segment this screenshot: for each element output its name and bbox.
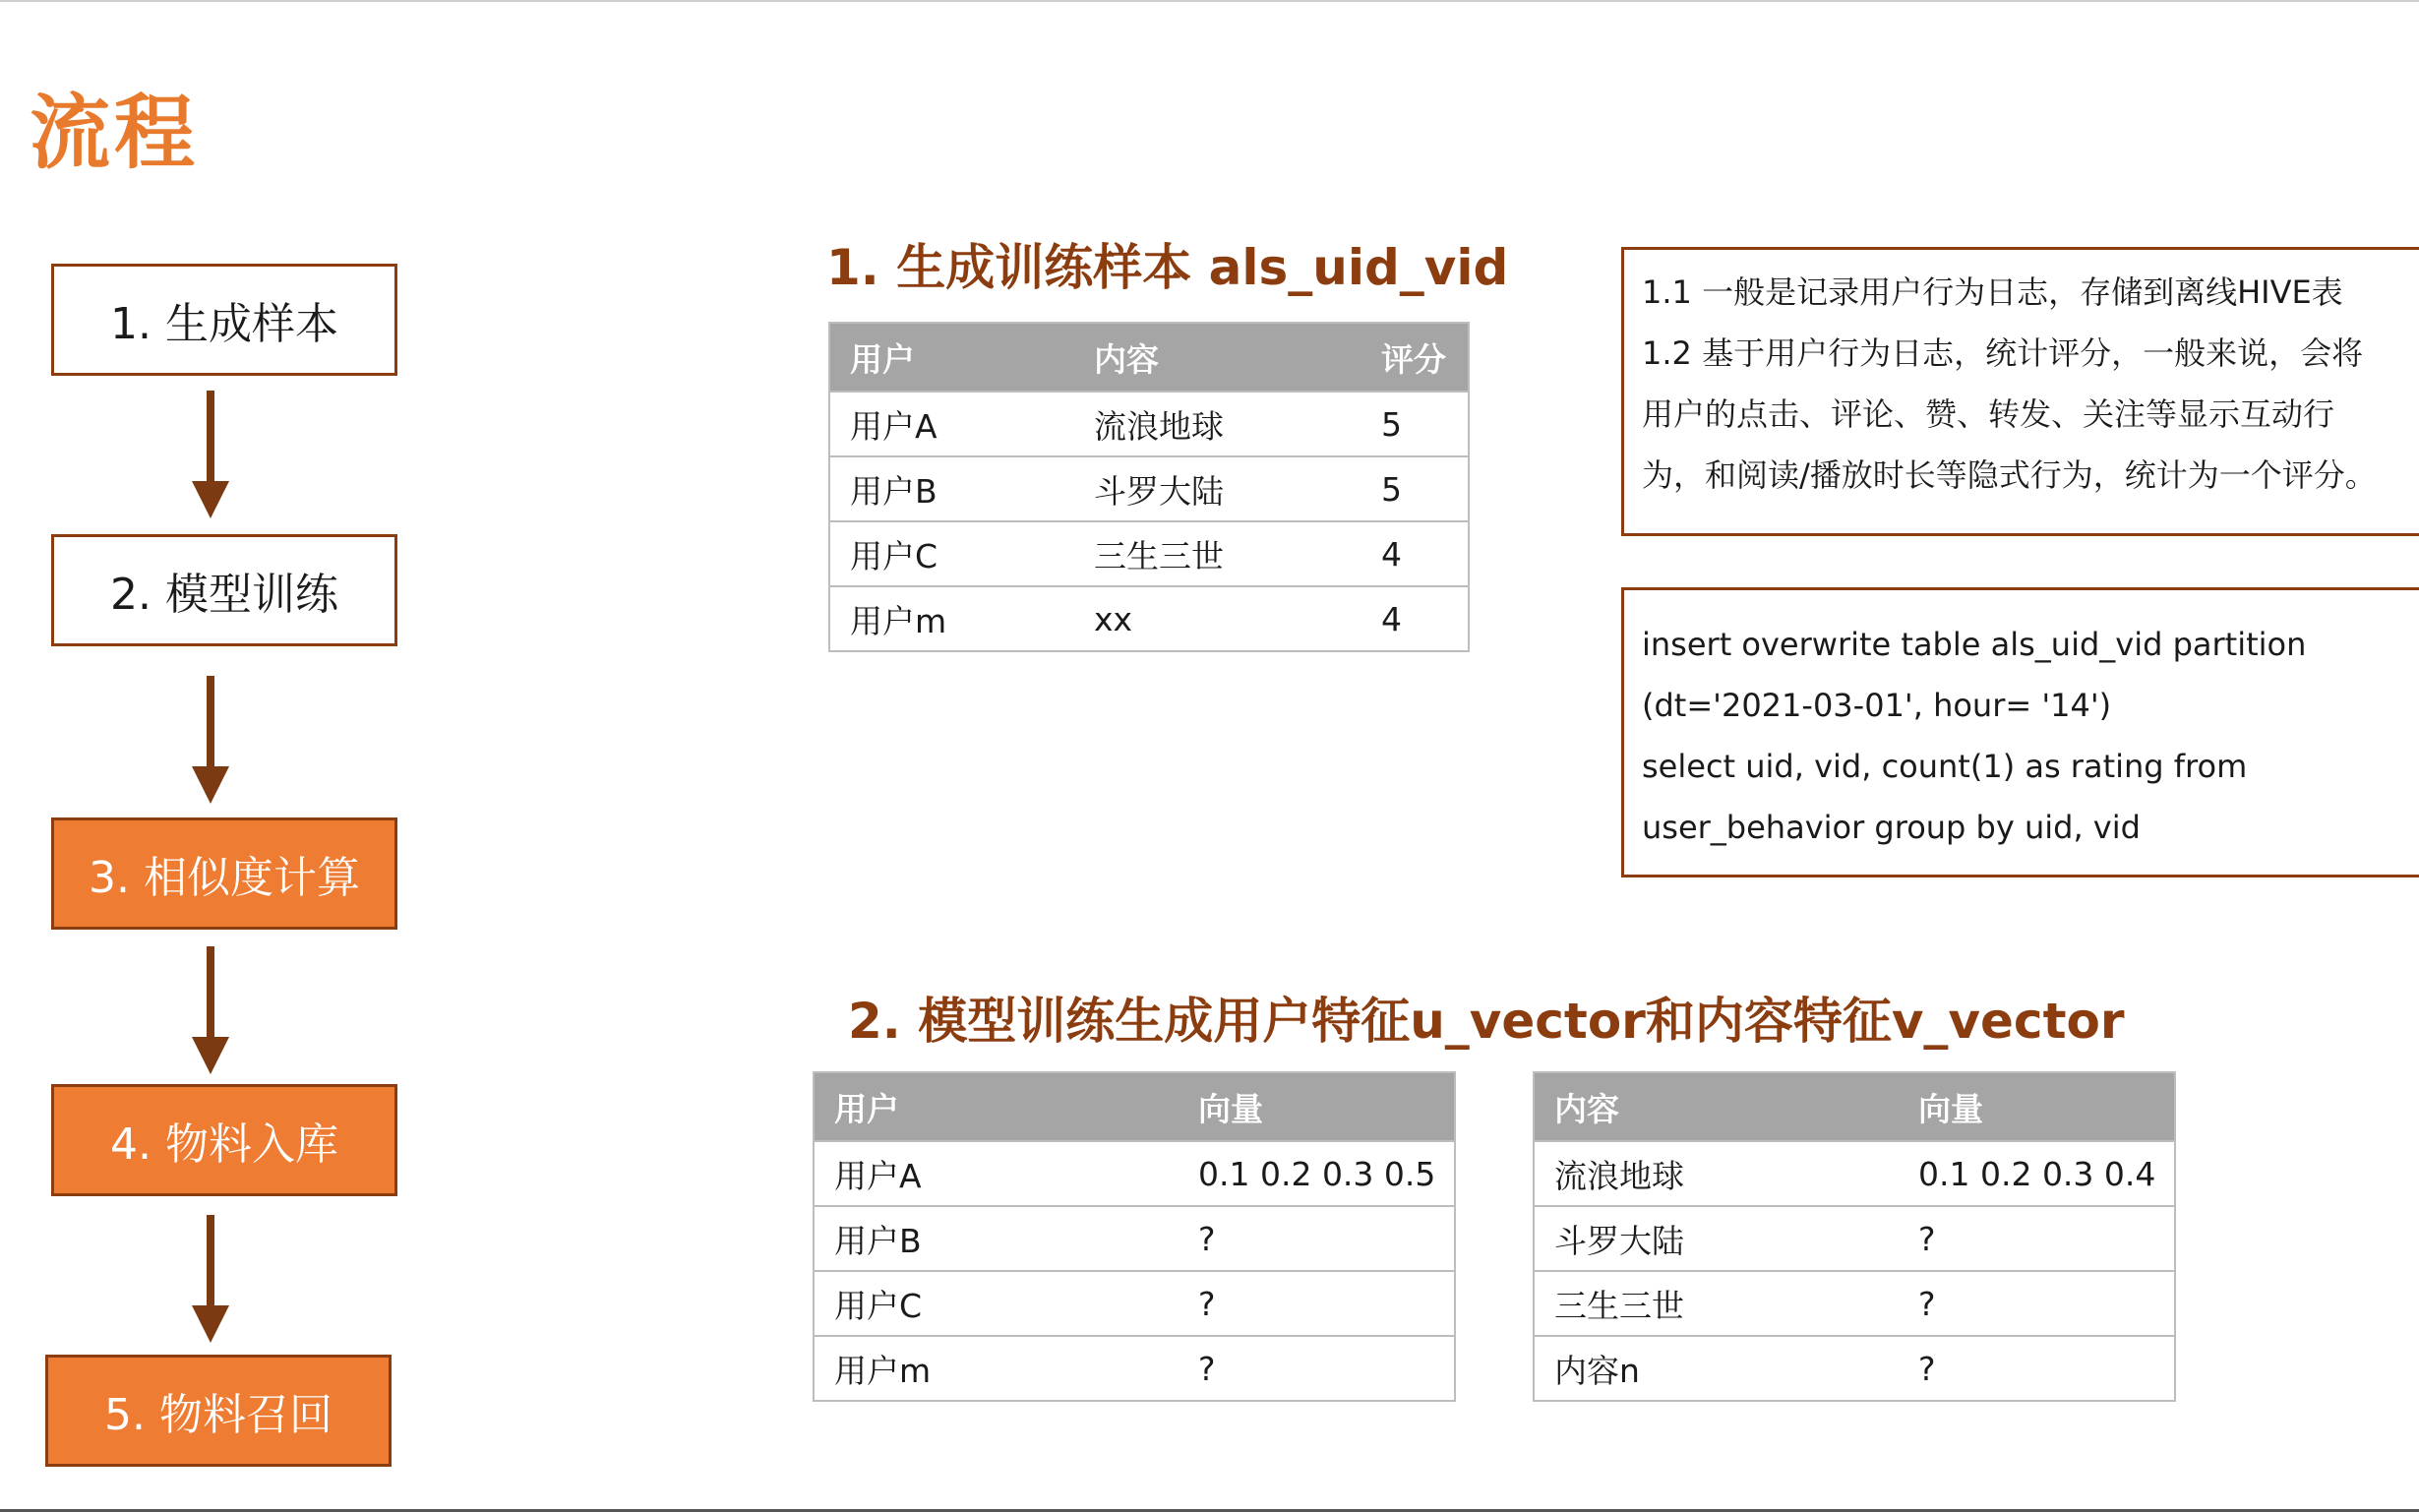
table-cell: 流浪地球 xyxy=(1534,1141,1899,1206)
table-cell: ? xyxy=(1899,1336,2175,1401)
flow-step-model-training: 2. 模型训练 xyxy=(51,534,397,646)
table-cell: 0.1 0.2 0.3 0.4 xyxy=(1899,1141,2175,1206)
note-line: 1.1 一般是记录用户行为日志，存储到离线HIVE表 xyxy=(1642,273,2343,311)
column-header: 向量 xyxy=(1899,1072,2175,1141)
page-title: 流程 xyxy=(30,87,200,180)
column-header: 内容 xyxy=(1534,1072,1899,1141)
training-sample-table xyxy=(828,322,1470,652)
sql-code-box xyxy=(1621,587,2419,877)
table-cell: 5 xyxy=(1361,456,1469,521)
table-cell: 0.1 0.2 0.3 0.5 xyxy=(1179,1141,1455,1206)
table-row xyxy=(814,1336,1455,1401)
flow-arrow-2 xyxy=(197,676,224,804)
sql-line: user_behavior group by uid, vid xyxy=(1642,809,2141,846)
section2-title: 2. 模型训练生成用户特征u_vector和内容特征v_vector xyxy=(848,993,2125,1050)
table-header-row xyxy=(814,1072,1455,1141)
table-cell: 三生三世 xyxy=(1534,1271,1899,1336)
table-cell: 用户m xyxy=(814,1336,1179,1401)
flow-step-generate-samples: 1. 生成样本 xyxy=(51,264,397,376)
table-row xyxy=(1534,1206,2175,1271)
note-line: 1.2 基于用户行为日志，统计评分，一般来说，会将 xyxy=(1642,334,2364,372)
table-cell: 内容n xyxy=(1534,1336,1899,1401)
table-cell: 用户B xyxy=(829,456,1074,521)
flow-arrow-1 xyxy=(197,391,224,518)
table-cell: ? xyxy=(1899,1271,2175,1336)
note-line: 用户的点击、评论、赞、转发、关注等显示互动行 xyxy=(1642,395,2335,433)
flow-arrow-4 xyxy=(197,1215,224,1343)
top-divider xyxy=(0,0,2419,2)
table-cell: 4 xyxy=(1361,586,1469,651)
column-header: 内容 xyxy=(1074,323,1361,392)
table-row xyxy=(814,1206,1455,1271)
table-row xyxy=(829,586,1469,651)
column-header: 用户 xyxy=(829,323,1074,392)
table-cell: 4 xyxy=(1361,521,1469,586)
table-cell: 用户A xyxy=(814,1141,1179,1206)
table-row xyxy=(829,392,1469,456)
table-cell: ? xyxy=(1899,1206,2175,1271)
flow-arrow-3 xyxy=(197,946,224,1074)
table-cell: ? xyxy=(1179,1206,1455,1271)
flow-step-material-storage: 4. 物料入库 xyxy=(51,1084,397,1196)
table-cell: 用户A xyxy=(829,392,1074,456)
table-row xyxy=(1534,1141,2175,1206)
table-row xyxy=(829,521,1469,586)
table-cell: 斗罗大陆 xyxy=(1074,456,1361,521)
table-row xyxy=(1534,1336,2175,1401)
sql-line: insert overwrite table als_uid_vid partition xyxy=(1642,626,2307,663)
table-cell: 斗罗大陆 xyxy=(1534,1206,1899,1271)
item-vector-table xyxy=(1533,1071,2176,1402)
table-row xyxy=(1534,1271,2175,1336)
user-vector-table xyxy=(813,1071,1456,1402)
table-row xyxy=(814,1141,1455,1206)
table-cell: ? xyxy=(1179,1336,1455,1401)
table-header-row xyxy=(829,323,1469,392)
sql-line: (dt='2021-03-01', hour= '14') xyxy=(1642,687,2112,724)
table-cell: 5 xyxy=(1361,392,1469,456)
table-cell: 用户C xyxy=(814,1271,1179,1336)
column-header: 评分 xyxy=(1361,323,1469,392)
note-line: 为，和阅读/播放时长等隐式行为，统计为一个评分。 xyxy=(1642,456,2377,494)
explanation-note-box xyxy=(1621,247,2419,536)
table-cell: 流浪地球 xyxy=(1074,392,1361,456)
flow-step-similarity: 3. 相似度计算 xyxy=(51,817,397,930)
sql-line: select uid, vid, count(1) as rating from xyxy=(1642,748,2248,785)
section1-title: 1. 生成训练样本 als_uid_vid xyxy=(826,239,1509,296)
table-row xyxy=(814,1271,1455,1336)
table-row xyxy=(829,456,1469,521)
table-cell: 用户m xyxy=(829,586,1074,651)
table-cell: xx xyxy=(1074,586,1361,651)
table-cell: 用户C xyxy=(829,521,1074,586)
table-header-row xyxy=(1534,1072,2175,1141)
table-cell: 三生三世 xyxy=(1074,521,1361,586)
column-header: 用户 xyxy=(814,1072,1179,1141)
table-cell: 用户B xyxy=(814,1206,1179,1271)
column-header: 向量 xyxy=(1179,1072,1455,1141)
table-cell: ? xyxy=(1179,1271,1455,1336)
flow-step-material-recall: 5. 物料召回 xyxy=(45,1355,392,1467)
